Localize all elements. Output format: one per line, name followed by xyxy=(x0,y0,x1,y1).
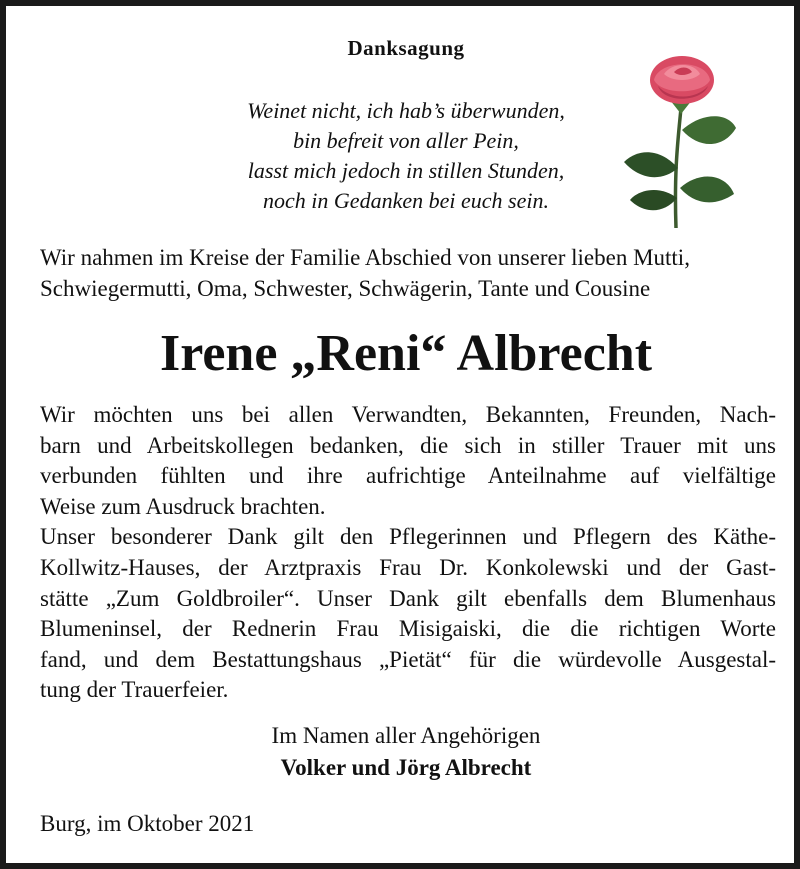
thanks-line: Weise zum Ausdruck brachten. xyxy=(40,493,326,519)
heading: Danksagung xyxy=(347,36,465,60)
place-date: Burg, im Oktober 2021 xyxy=(40,811,255,836)
intro-line: Schwiegermutti, Oma, Schwester, Schwägerin, Tante und Cousine xyxy=(40,276,651,301)
intro-text xyxy=(40,242,780,304)
poem-line: Weinet nicht, ich hab’s überwunden, xyxy=(247,98,565,123)
intro-line: Wir nahmen im Kreise der Familie Abschied von unserer lieben Mutti, xyxy=(40,245,690,270)
poem-line: bin befreit von aller Pein, xyxy=(293,128,519,153)
poem xyxy=(186,96,626,216)
thanks-line: fand, und dem Bestattungshaus „Pietät“ für die würdevolle Ausgestal- xyxy=(40,646,776,672)
poem-line: lasst mich jedoch in stillen Stunden, xyxy=(247,158,565,183)
closing xyxy=(6,720,800,784)
thanks-text xyxy=(40,400,776,706)
rose-icon xyxy=(618,50,746,228)
thanks-line: Unser besonderer Dank gilt den Pflegerinnen und Pflegern des Käthe- xyxy=(40,524,776,550)
thanks-line: Kollwitz-Hauses, der Arztpraxis Frau Dr. Konkolewski und der Gast- xyxy=(40,554,776,580)
thanks-line: stätte „Zum Goldbroiler“. Unser Dank gilt ebenfalls dem Blumenhaus xyxy=(40,585,776,611)
thanks-line: Blumeninsel, der Rednerin Frau Misigaiski, die die richtigen Worte xyxy=(40,616,776,642)
signers: Volker und Jörg Albrecht xyxy=(280,755,532,780)
thanks-line: verbunden fühlten und ihre aufrichtige Anteilnahme auf vielfältige xyxy=(40,463,776,489)
thanks-line: tung der Trauerfeier. xyxy=(40,677,229,703)
deceased-name: Irene „Reni“ Albrecht xyxy=(159,325,653,382)
poem-line: noch in Gedanken bei euch sein. xyxy=(263,188,549,213)
on-behalf-text: Im Namen aller Angehörigen xyxy=(271,723,541,748)
thanks-line: Wir möchten uns bei allen Verwandten, Bekannten, Freunden, Nach- xyxy=(40,402,776,427)
thanks-line: barn und Arbeitskollegen bedanken, die sich in stiller Trauer mit uns xyxy=(40,432,776,458)
